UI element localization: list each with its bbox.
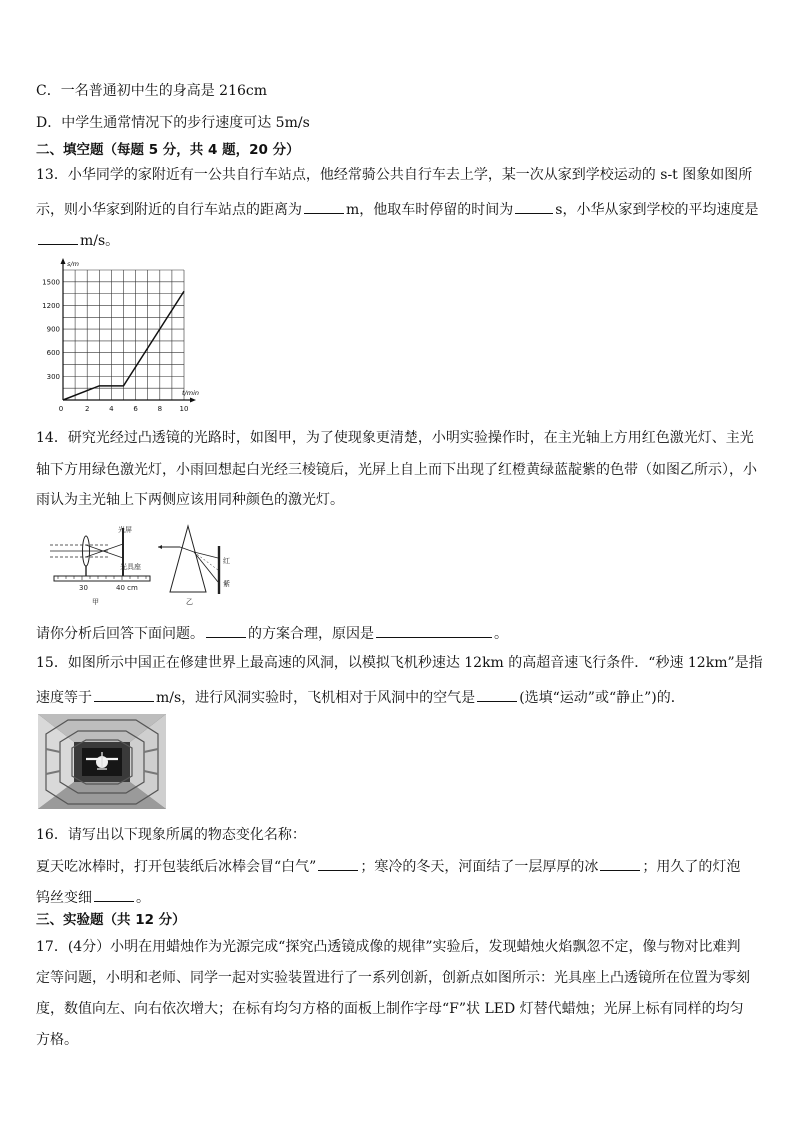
q13-text-a: 示，则小华家到附近的自行车站点的距离为	[36, 202, 302, 218]
y-tick-label: 1500	[42, 278, 60, 287]
x-tick-label: 8	[157, 405, 163, 413]
y-axis-label: s/m	[67, 260, 79, 268]
q17-line-1: 17．(4分）小明在用蜡烛作为光源完成“探究凸透镜成像的规律”实验后，发现蜡烛火焰飘忽不定，像与物对比难判	[36, 939, 741, 955]
label-red: 红	[223, 557, 230, 565]
wind-tunnel-photo	[38, 714, 166, 809]
q15-line-1: 15．如图所示中国正在修建世界上最高速的风洞，以模拟飞机秒速达 12km 的高超音速飞行条件．“秒速 12km”是指	[36, 655, 763, 671]
x-tick-label: 0	[58, 405, 64, 413]
label-violet: 紫	[223, 580, 230, 588]
q16-text-c: ；用久了的灯泡	[642, 859, 741, 875]
q14-question-line	[36, 622, 508, 644]
x-tick-label: 2	[84, 405, 90, 413]
answer-blank[interactable]	[38, 229, 78, 245]
answer-blank[interactable]	[376, 622, 492, 638]
answer-blank[interactable]	[318, 855, 358, 871]
q14-text-c: 。	[494, 626, 508, 642]
answer-blank[interactable]	[304, 198, 344, 214]
tick-30: 30	[79, 584, 88, 592]
caption-a: 甲	[92, 598, 99, 606]
q15-line-2	[36, 686, 685, 708]
q17-line-3: 度，数值向左、向右依次增大；在标有均匀方格的面板上制作字母“F”状 LED 灯替代蜡烛；光屏上标有同样的均匀	[36, 1001, 744, 1017]
q15-text-c: (选填“运动”或“静止”)的．	[519, 690, 685, 706]
answer-blank[interactable]	[94, 686, 154, 702]
section-heading-experiment: 三、实验题（共 12 分）	[36, 912, 186, 928]
y-axis-arrow	[61, 258, 66, 264]
st-graph	[36, 258, 199, 414]
q17-line-2: 定等问题，小明和老师、同学一起对实验装置进行了一系列创新，创新点如图所示：光具座上凸透镜所在位置为零刻	[36, 970, 750, 986]
y-tick-label: 1200	[42, 301, 60, 310]
answer-blank[interactable]	[94, 886, 134, 902]
q13-text-c: s，小华从家到学校的平均速度是	[555, 202, 759, 218]
q16-line-1: 16．请写出以下现象所属的物态变化名称：	[36, 827, 306, 843]
q13-line-1: 13．小华同学的家附近有一公共自行车站点，他经常骑公共自行车去上学，某一次从家到学校运动的 s-t 图象如图所	[36, 167, 753, 183]
y-tick-label: 900	[46, 325, 60, 334]
x-axis-label: t/min	[182, 389, 199, 397]
option-c: C．一名普通初中生的身高是 216cm	[36, 83, 267, 99]
x-tick-label: 6	[133, 405, 138, 413]
option-d: D．中学生通常情况下的步行速度可达 5m/s	[36, 115, 310, 131]
section-heading-fill-in: 二、填空题（每题 5 分，共 4 题，20 分）	[36, 142, 300, 158]
bench-label: 光具座	[120, 563, 141, 571]
y-tick-label: 600	[46, 349, 60, 358]
q13-line-2	[36, 198, 758, 220]
q14-line-1: 14．研究光经过凸透镜的光路时，如图甲，为了使现象更清楚，小明实验操作时，在主光轴上方用红色激光灯、主光	[36, 430, 754, 446]
answer-blank[interactable]	[515, 198, 553, 214]
answer-blank[interactable]	[600, 855, 640, 871]
q14-line-2: 轴下方用绿色激光灯，小雨回想起白光经三棱镜后，光屏上自上而下出现了红橙黄绿蓝靛紫的色带（如图乙所示），小	[36, 462, 757, 478]
q17-line-4: 方格。	[36, 1032, 78, 1048]
q14-text-b: 的方案合理，原因是	[248, 626, 374, 642]
q15-text-a: 速度等于	[36, 690, 92, 706]
caption-b: 乙	[186, 598, 193, 606]
q14-text-a: 请你分析后回答下面问题。	[36, 626, 204, 642]
q14-line-3: 雨认为主光轴上下两侧应该用同种颜色的激光灯。	[36, 492, 344, 508]
q16-text-b: ；寒冷的冬天，河面结了一层厚厚的冰	[360, 859, 599, 875]
answer-blank[interactable]	[206, 622, 246, 638]
q13-line-3	[36, 229, 119, 251]
figure-a-lens	[50, 525, 150, 606]
q13-text-b: m，他取车时停留的时间为	[346, 202, 514, 218]
x-tick-label: 10	[179, 405, 189, 413]
q15-text-b: m/s，进行风洞实验时，飞机相对于风洞中的空气是	[156, 690, 476, 706]
x-tick-label: 4	[109, 405, 114, 413]
figure-b-prism	[158, 526, 230, 606]
q16-text-e: 。	[136, 890, 150, 906]
tick-40: 40 cm	[116, 584, 138, 592]
y-tick-label: 300	[46, 372, 60, 381]
x-axis-arrow	[190, 398, 196, 403]
q16-text-d: 钨丝变细	[36, 890, 92, 906]
q16-line-2	[36, 855, 740, 877]
screen-label: 光屏	[118, 526, 132, 534]
q16-text-a: 夏天吃冰棒时，打开包装纸后冰棒会冒“白气”	[36, 859, 317, 875]
answer-blank[interactable]	[477, 686, 517, 702]
lens-prism-figure	[46, 520, 236, 608]
q16-line-3	[36, 886, 150, 908]
q13-text-unit: m/s。	[80, 233, 120, 249]
